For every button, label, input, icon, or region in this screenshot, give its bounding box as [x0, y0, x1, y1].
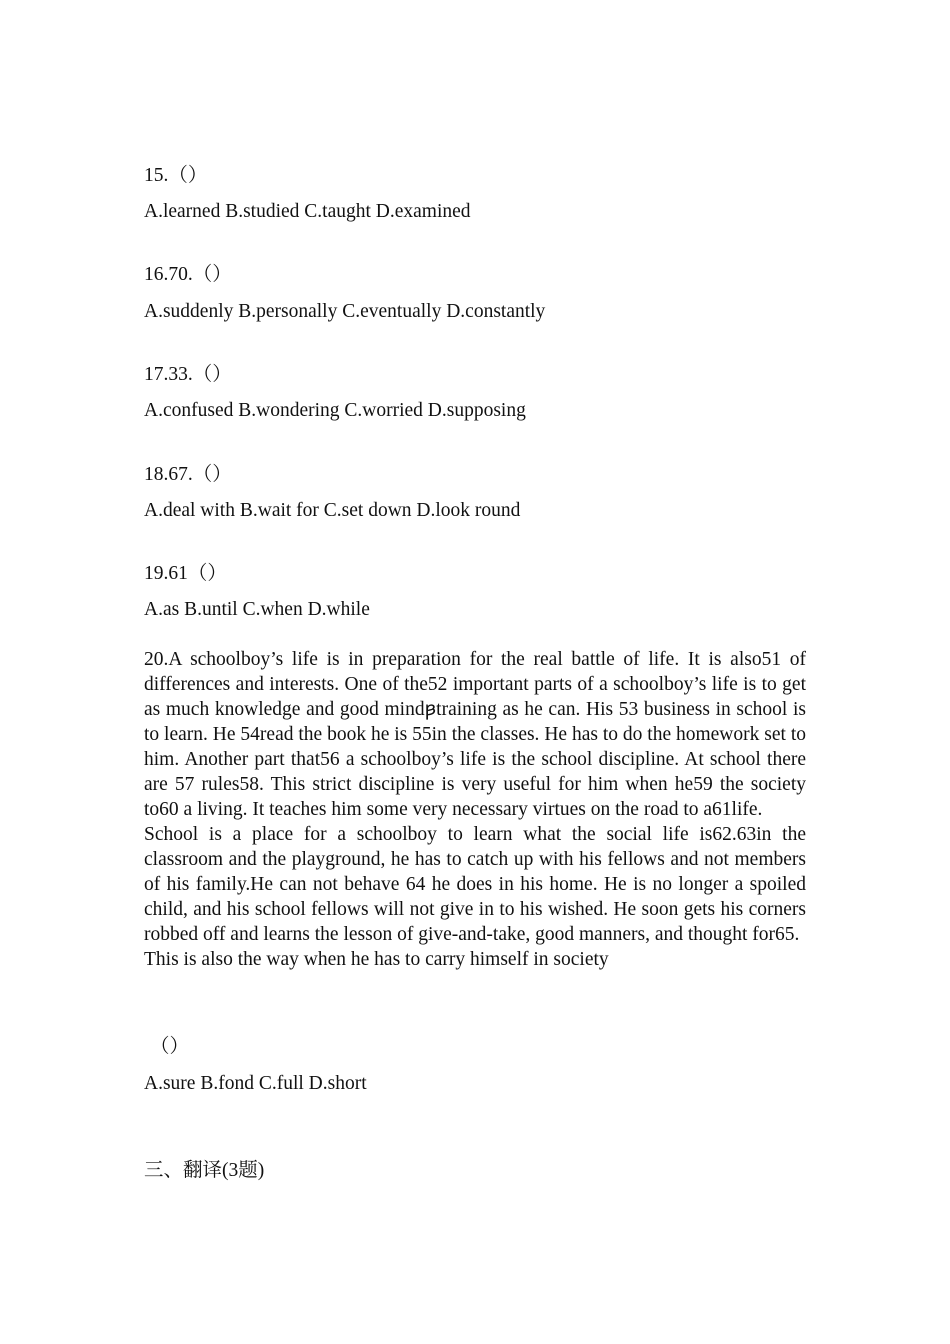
question-16-stem: 16.70.（）	[144, 264, 232, 285]
passage-paragraph: This is also the way when he has to carry himself in society	[144, 949, 609, 970]
question-19-stem: 19.61（）	[144, 563, 227, 584]
question-20-options: A.sure B.fond C.full D.short	[144, 1073, 367, 1094]
section-title: 三、翻译(3题)	[144, 1160, 265, 1181]
question-18-stem: 18.67.（）	[144, 464, 232, 485]
document-page	[144, 0, 806, 1344]
question-20-stem: （）	[150, 1036, 190, 1057]
question-17-options: A.confused B.wondering C.worried D.supposing	[144, 400, 526, 421]
question-15-options: A.learned B.studied C.taught D.examined	[144, 201, 471, 222]
question-17-stem: 17.33.（）	[144, 364, 232, 385]
passage-paragraph: School is a place for a schoolboy to learn what the social life is62.63in the classroom and the playground, he has to catch up with his fellows and not members of his family.He can not behave 64 he does in his home. He is no longer a spoiled child, and his school fellows will not give in to his wished. He soon gets his corners robbed off and learns the lesson of give-and-take, good manners, and thought for65.	[144, 824, 806, 945]
question-15-stem: 15.（）	[144, 165, 208, 186]
question-19-options: A.as B.until C.when D.while	[144, 599, 370, 620]
passage-paragraph: 20.A schoolboy’s life is in preparation for the real battle of life. It is also51 of differences and interests. One of the52 important parts of a schoolboy’s life is to get as much knowledge and good mindꟕtraining as he can. His 53 business in school is to learn. He 54read the book he is 55in the classes. He has to do the homework set to him. Another part that56 a schoolboy’s life is the school discipline. At school there are 57 rules58. This strict discipline is very useful for him when he59 the society to60 a living. It teaches him some very necessary virtues on the road to a61life.	[144, 649, 806, 820]
question-18-options: A.deal with B.wait for C.set down D.look round	[144, 500, 521, 521]
question-16-options: A.suddenly B.personally C.eventually D.constantly	[144, 301, 546, 322]
reading-passage	[144, 647, 806, 972]
